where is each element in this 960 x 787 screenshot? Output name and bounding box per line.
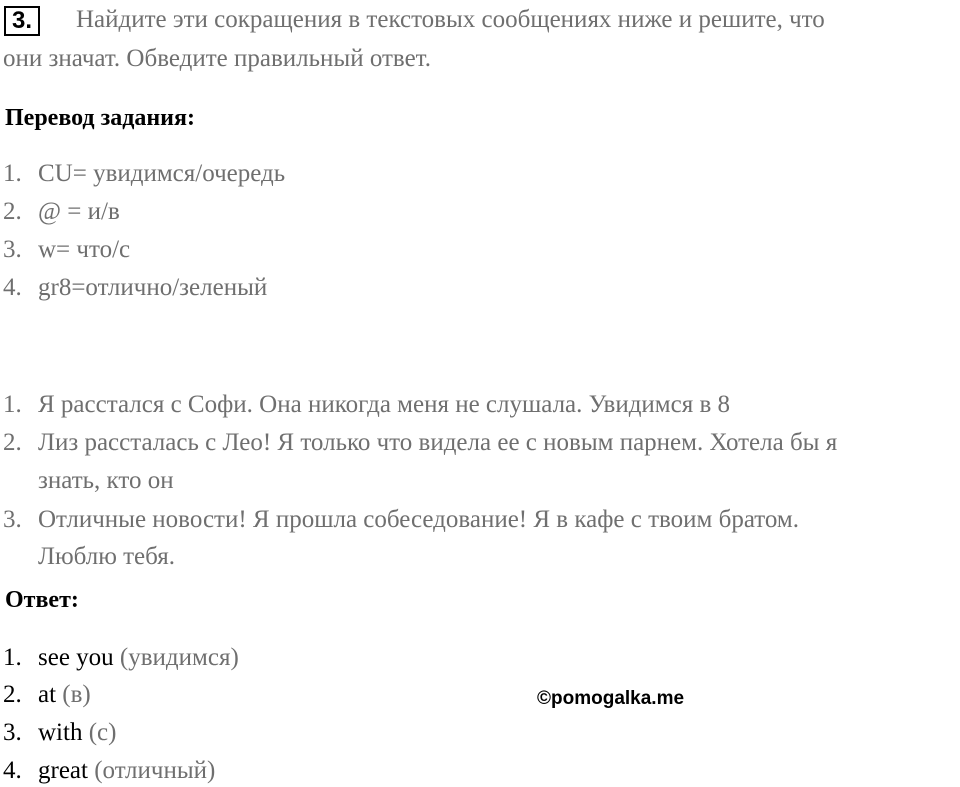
answer-item [0,756,960,786]
answer-item [0,643,960,673]
answer-russian: (в) [62,681,91,708]
item-number: 4. [3,757,22,784]
watermark-text: ©pomogalka.me [537,688,685,709]
abbreviation-item [0,235,960,265]
answer-text [38,756,215,786]
answer-russian: (с) [88,719,117,746]
message-continuation: знать, кто он [38,467,174,494]
item-number: 3. [3,719,22,746]
message-continuation: Люблю тебя. [38,543,175,570]
translation-heading: Перевод задания: [5,105,195,131]
task-number-box: 3. [4,6,40,36]
answer-russian: (отличный) [94,757,216,784]
item-text: CU= увидимся/очередь [38,160,286,187]
item-number: 3. [3,236,22,263]
item-text: gr8=отлично/зеленый [38,274,268,301]
item-number: 1. [3,160,22,187]
item-text: Я расстался с Софи. Она никогда меня не слушала. Увидимся в 8 [38,391,731,418]
answer-russian: (увидимся) [119,644,239,671]
item-number: 3. [3,506,22,533]
answer-english: great [38,757,88,784]
item-text: Отличные новости! Я прошла собеседование! Я в кафе с твоим братом. [38,506,799,533]
item-number: 4. [3,274,22,301]
abbreviation-item [0,159,960,189]
abbreviation-item [0,197,960,227]
item-number: 1. [3,644,22,671]
answer-english: see you [38,644,114,671]
task-instruction-line1: Найдите эти сокращения в текстовых сообщениях ниже и решите, что [76,6,825,33]
item-text: @ = и/в [38,198,120,225]
answer-english: at [38,681,57,708]
item-number: 2. [3,198,22,225]
answer-text [38,718,116,748]
message-item [0,428,960,458]
answer-text [38,680,91,710]
answer-heading: Ответ: [5,587,79,613]
item-number: 2. [3,429,22,456]
answer-text [38,643,239,673]
item-text: w= что/с [38,236,131,263]
item-text: Лиз рассталась с Лео! Я только что видела ее с новым парнем. Хотела бы я [38,429,838,456]
abbreviation-item [0,273,960,303]
message-item [0,390,960,420]
answer-english: with [38,719,83,746]
item-number: 1. [3,391,22,418]
task-instruction-line2: они значат. Обведите правильный ответ. [3,45,431,72]
item-number: 2. [3,681,22,708]
answer-item [0,680,960,710]
message-item [0,505,960,535]
answer-item [0,718,960,748]
